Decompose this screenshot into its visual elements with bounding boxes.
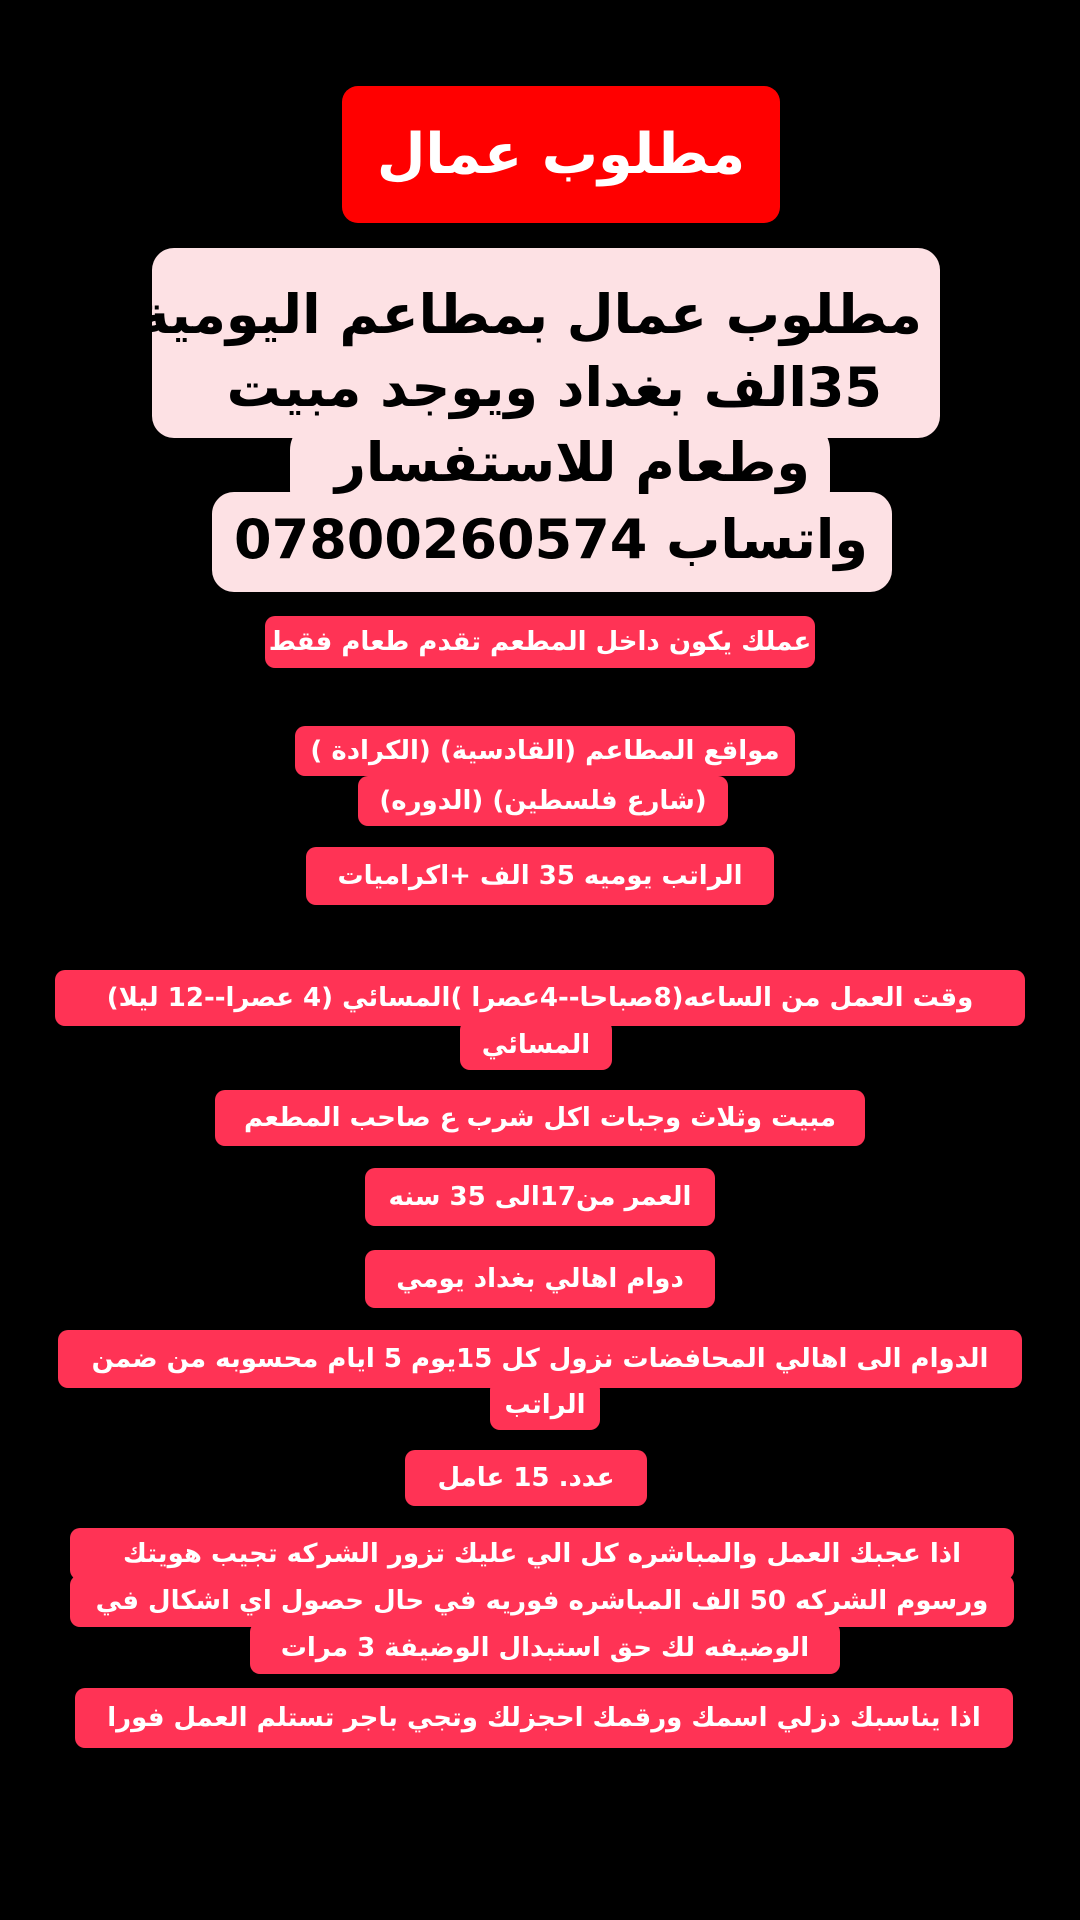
headline-line-4: 07800260574 واتساب bbox=[234, 508, 868, 571]
locations-text-1: مواقع المطاعم (القادسية) (الكرادة ) bbox=[310, 736, 780, 766]
baghdad-shift-chip bbox=[365, 1250, 715, 1308]
provinces-chip-2 bbox=[490, 1380, 600, 1430]
conditions-chip-2 bbox=[70, 1575, 1014, 1627]
provinces-text-2: الراتب bbox=[504, 1390, 586, 1420]
conditions-text-2: ورسوم الشركه 50 الف المباشره فوريه في حال حصول اي اشكال في bbox=[95, 1586, 989, 1616]
hours-text-1: وقت العمل من الساعه(8صباحا--4عصرا )المسائي (4 عصرا--12 ليلا) bbox=[106, 983, 974, 1013]
accommodation-text: مبيت وثلاث وجبات اكل شرب ع صاحب المطعم bbox=[244, 1103, 836, 1133]
headline-line-1: مطلوب عمال بمطاعم اليومية bbox=[137, 283, 922, 346]
count-chip bbox=[405, 1450, 647, 1506]
salary-text: الراتب يوميه 35 الف +اكراميات bbox=[337, 861, 743, 891]
conditions-text-1: اذا عجبك العمل والمباشره كل الي عليك تزور الشركه تجيب هويتك bbox=[122, 1539, 962, 1569]
count-text: عدد. 15 عامل bbox=[437, 1463, 615, 1493]
ad-title-text: مطلوب عمال bbox=[376, 122, 746, 187]
conditions-chip-3 bbox=[250, 1622, 840, 1674]
locations-chip-1 bbox=[295, 726, 795, 776]
hours-text-2: المسائي bbox=[481, 1030, 591, 1060]
accommodation-chip bbox=[215, 1090, 865, 1146]
provinces-text-1: الدوام الى اهالي المحافضات نزول كل 15يوم 5 ايام محسوبه من ضمن bbox=[91, 1344, 989, 1374]
hours-chip-1 bbox=[55, 970, 1025, 1026]
conditions-text-3: الوضيفه لك حق استبدال الوضيفة 3 مرات bbox=[280, 1633, 810, 1663]
ad-title bbox=[342, 86, 780, 223]
locations-text-2: (شارع فلسطين) (الدوره) bbox=[379, 786, 707, 816]
locations-chip-2 bbox=[358, 776, 728, 826]
conditions-chip-1 bbox=[70, 1528, 1014, 1580]
work-scope-text: عملك يكون داخل المطعم تقدم طعام فقط bbox=[268, 627, 812, 657]
closing-chip bbox=[75, 1688, 1013, 1748]
age-chip bbox=[365, 1168, 715, 1226]
headline-line-3: وطعام للاستفسار bbox=[334, 431, 810, 494]
closing-text: اذا يناسبك دزلي اسمك ورقمك احجزلك وتجي باجر تستلم العمل فورا bbox=[107, 1703, 981, 1733]
work-scope-chip bbox=[265, 616, 815, 668]
hours-chip-2 bbox=[460, 1020, 612, 1070]
age-text: العمر من17الى 35 سنه bbox=[388, 1182, 692, 1212]
headline-line-2: 35الف بغداد ويوجد مبيت bbox=[226, 356, 882, 419]
baghdad-shift-text: دوام اهالي بغداد يومي bbox=[396, 1264, 684, 1294]
salary-chip bbox=[306, 847, 774, 905]
